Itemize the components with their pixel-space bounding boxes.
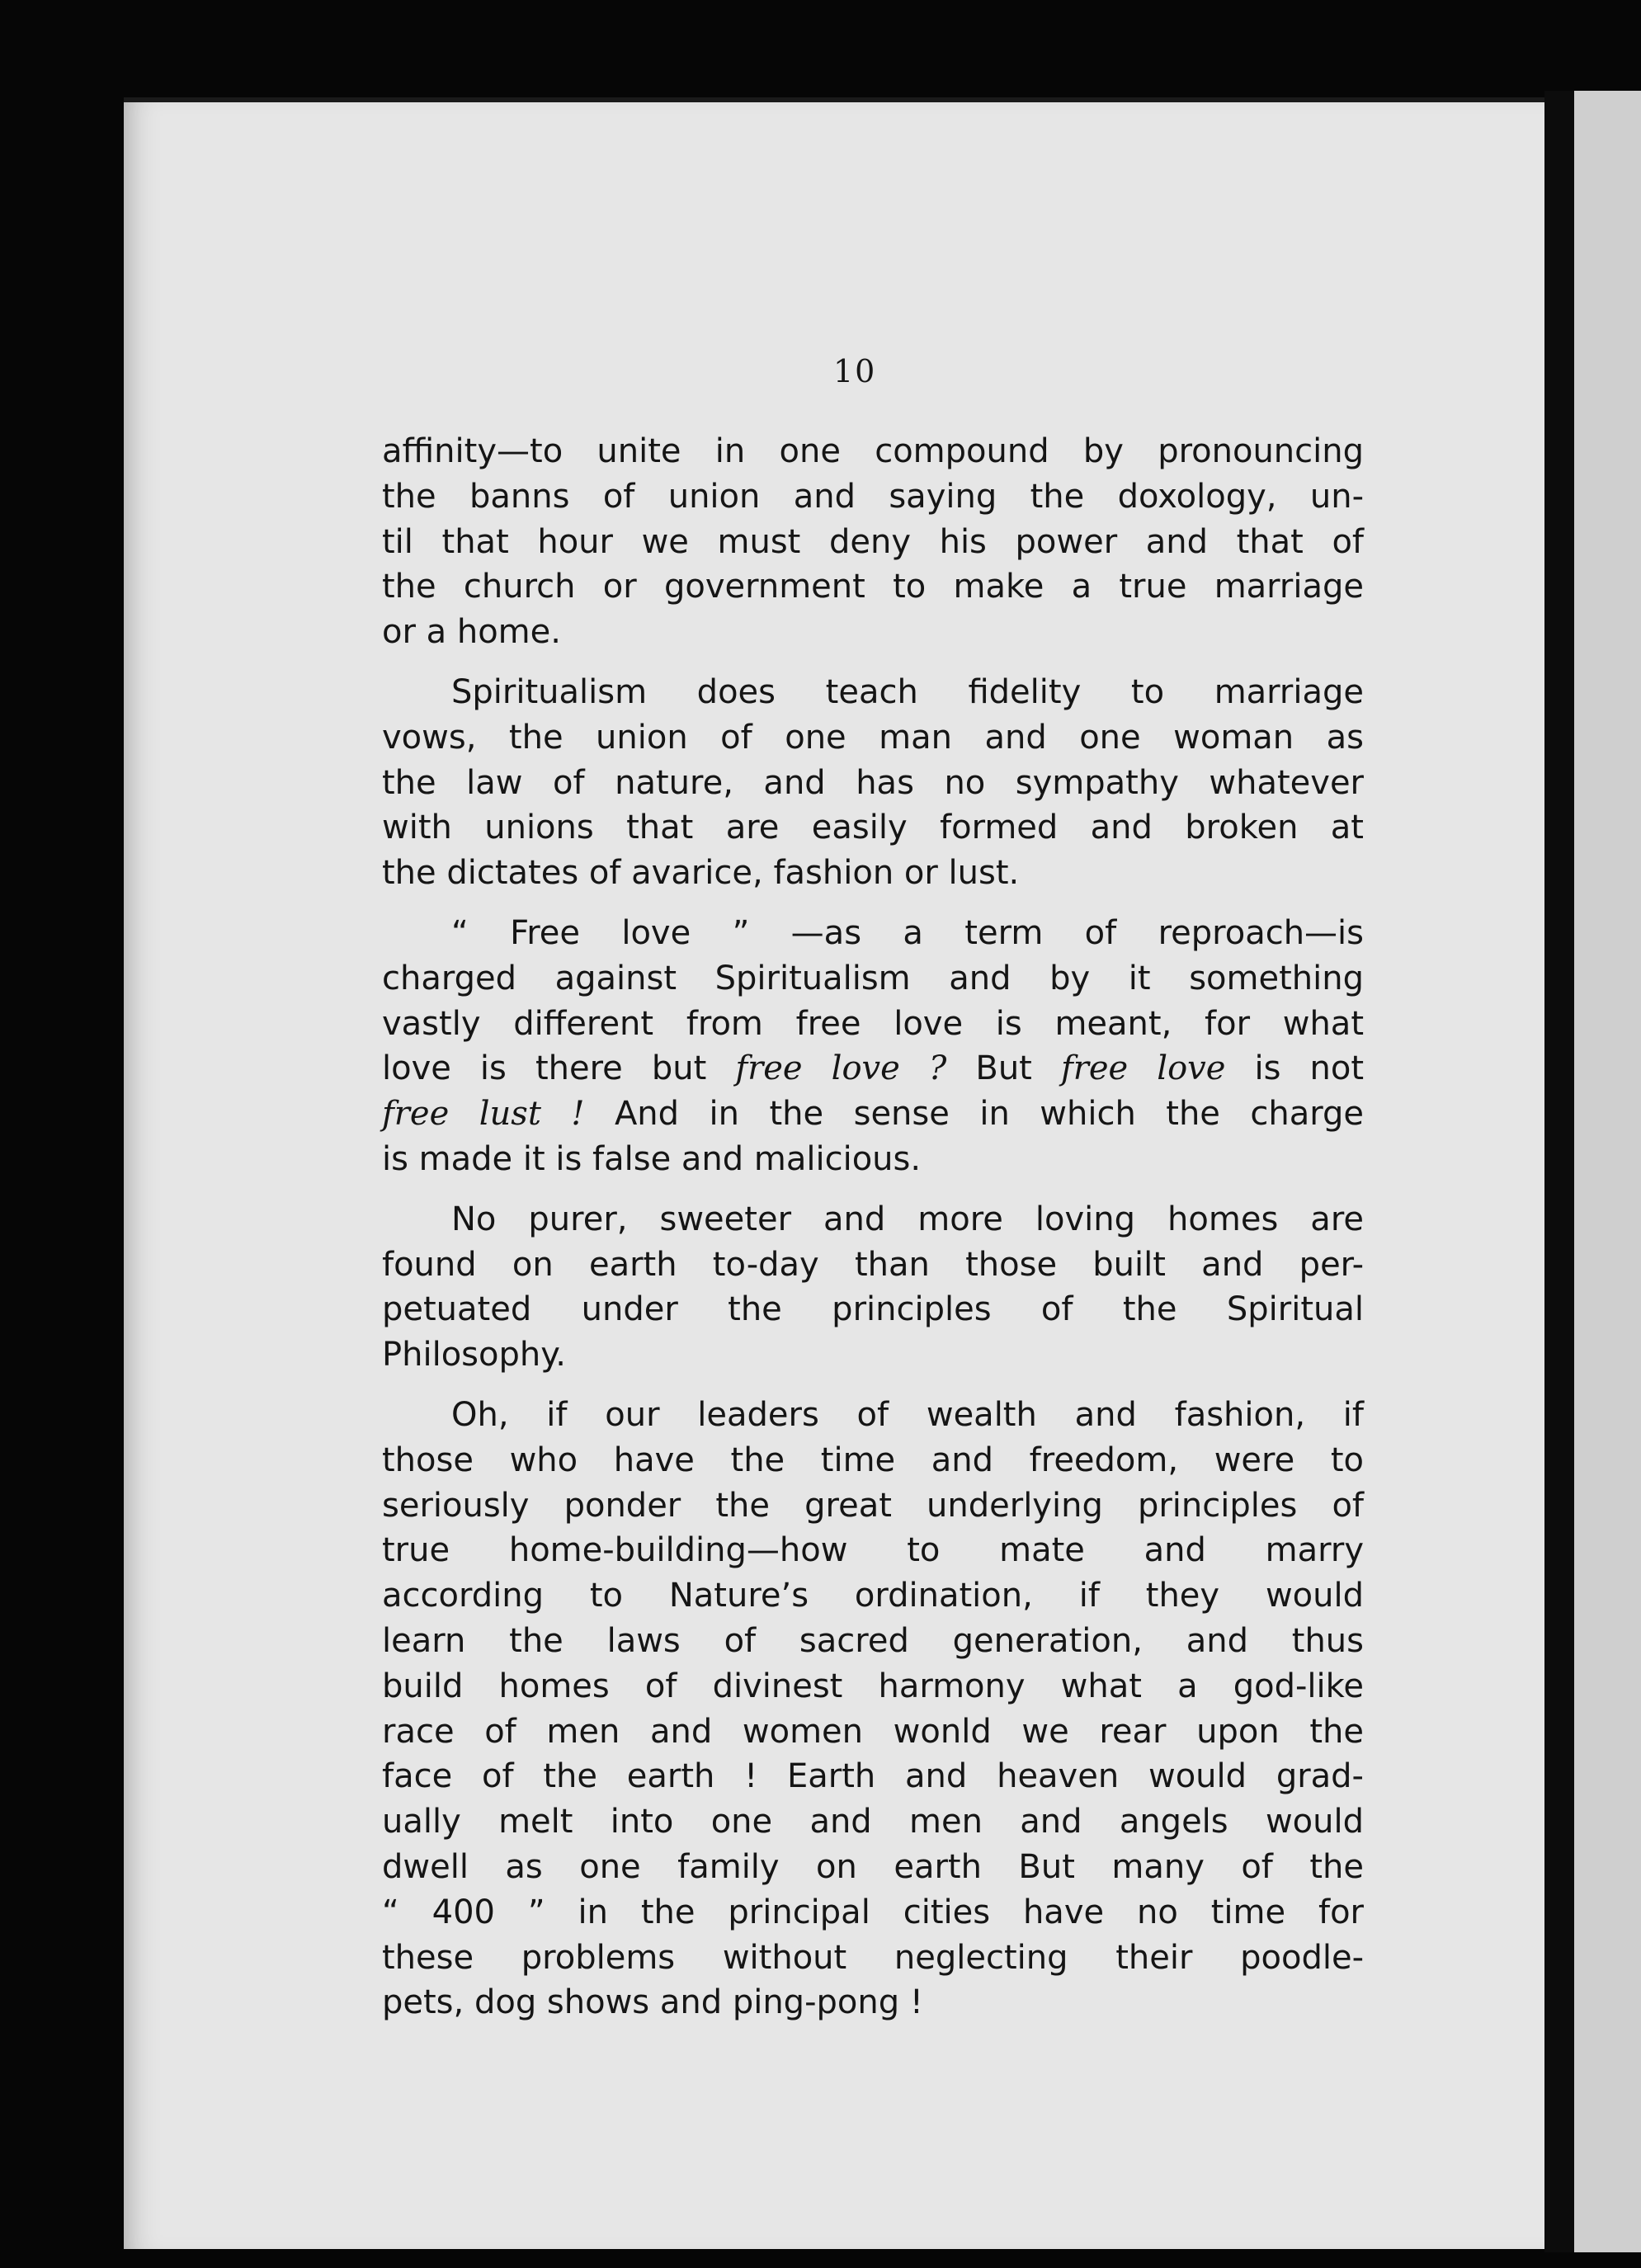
text-line: these problems without neglecting their poodle- — [382, 1938, 1364, 1977]
text-line: with unions that are easily formed and broken at — [382, 809, 1364, 847]
text-line: vows, the union of one man and one woman as — [382, 718, 1364, 757]
text-line: Philosophy. — [382, 1336, 566, 1374]
text-line: “ 400 ” in the principal cities have no time for — [382, 1893, 1364, 1931]
text-line: vastly different from free love is meant, for what — [382, 1004, 1364, 1043]
text-line: build homes of divinest harmony what a god-like — [382, 1667, 1364, 1705]
text-line: face of the earth ! Earth and heaven would grad- — [382, 1757, 1364, 1796]
text-line: according to Nature’s ordination, if they would — [382, 1577, 1364, 1615]
text-line: the dictates of avarice, fashion or lust. — [382, 854, 1020, 893]
text-line: those who have the time and freedom, were to — [382, 1440, 1364, 1479]
text-line — [382, 1092, 1364, 1137]
paragraph-2 — [382, 670, 1364, 896]
facing-page-edge — [1574, 91, 1641, 2252]
body-text — [382, 429, 1364, 2040]
text-line: found on earth to-day than those built and per- — [382, 1245, 1364, 1284]
text-run: is not — [1225, 1049, 1365, 1088]
text-line: Oh, if our leaders of wealth and fashion, if — [451, 1395, 1364, 1434]
book-gutter — [1544, 91, 1574, 2252]
text-line: til that hour we must deny his power and that of — [382, 522, 1364, 561]
paragraph-1 — [382, 429, 1364, 655]
text-line: pets, dog shows and ping-pong ! — [382, 1983, 923, 2022]
italic-run: free love — [1060, 1049, 1226, 1088]
text-line: Spiritualism does teach fidelity to marriage — [451, 672, 1364, 711]
paragraph-4 — [382, 1197, 1364, 1378]
text-line: learn the laws of sacred generation, and thus — [382, 1621, 1364, 1660]
text-line: the banns of union and saying the doxology, un- — [382, 477, 1364, 516]
text-line: is made it is false and malicious. — [382, 1139, 922, 1178]
text-line: ually melt into one and men and angels would — [382, 1803, 1364, 1841]
text-line: the law of nature, and has no sympathy whatever — [382, 763, 1364, 802]
text-run: love is there but — [382, 1049, 736, 1088]
text-line: seriously ponder the great underlying principles of — [382, 1486, 1364, 1525]
text-line: “ Free love ” —as a term of reproach—is — [451, 913, 1364, 952]
text-line: the church or government to make a true marriage — [382, 568, 1364, 606]
text-line: race of men and women wonld we rear upon the — [382, 1712, 1364, 1751]
page-number: 10 — [833, 353, 877, 389]
text-line: petuated under the principles of the Spiritual — [382, 1290, 1364, 1329]
text-line: affinity—to unite in one compound by pronouncing — [382, 432, 1364, 470]
italic-run: free love ? — [735, 1049, 947, 1088]
italic-run: free lust ! — [382, 1095, 585, 1134]
text-line: dwell as one family on earth But many of the — [382, 1847, 1364, 1886]
paragraph-5 — [382, 1393, 1364, 2025]
text-line: charged against Spiritualism and by it something — [382, 959, 1364, 997]
text-line: true home-building—how to mate and marry — [382, 1531, 1364, 1570]
paragraph-3 — [382, 911, 1364, 1182]
text-line: or a home. — [382, 613, 561, 652]
text-run: But — [946, 1049, 1061, 1088]
text-run: And in the sense in which the charge — [584, 1095, 1364, 1134]
text-line: No purer, sweeter and more loving homes are — [451, 1200, 1364, 1238]
text-line — [382, 1046, 1364, 1092]
